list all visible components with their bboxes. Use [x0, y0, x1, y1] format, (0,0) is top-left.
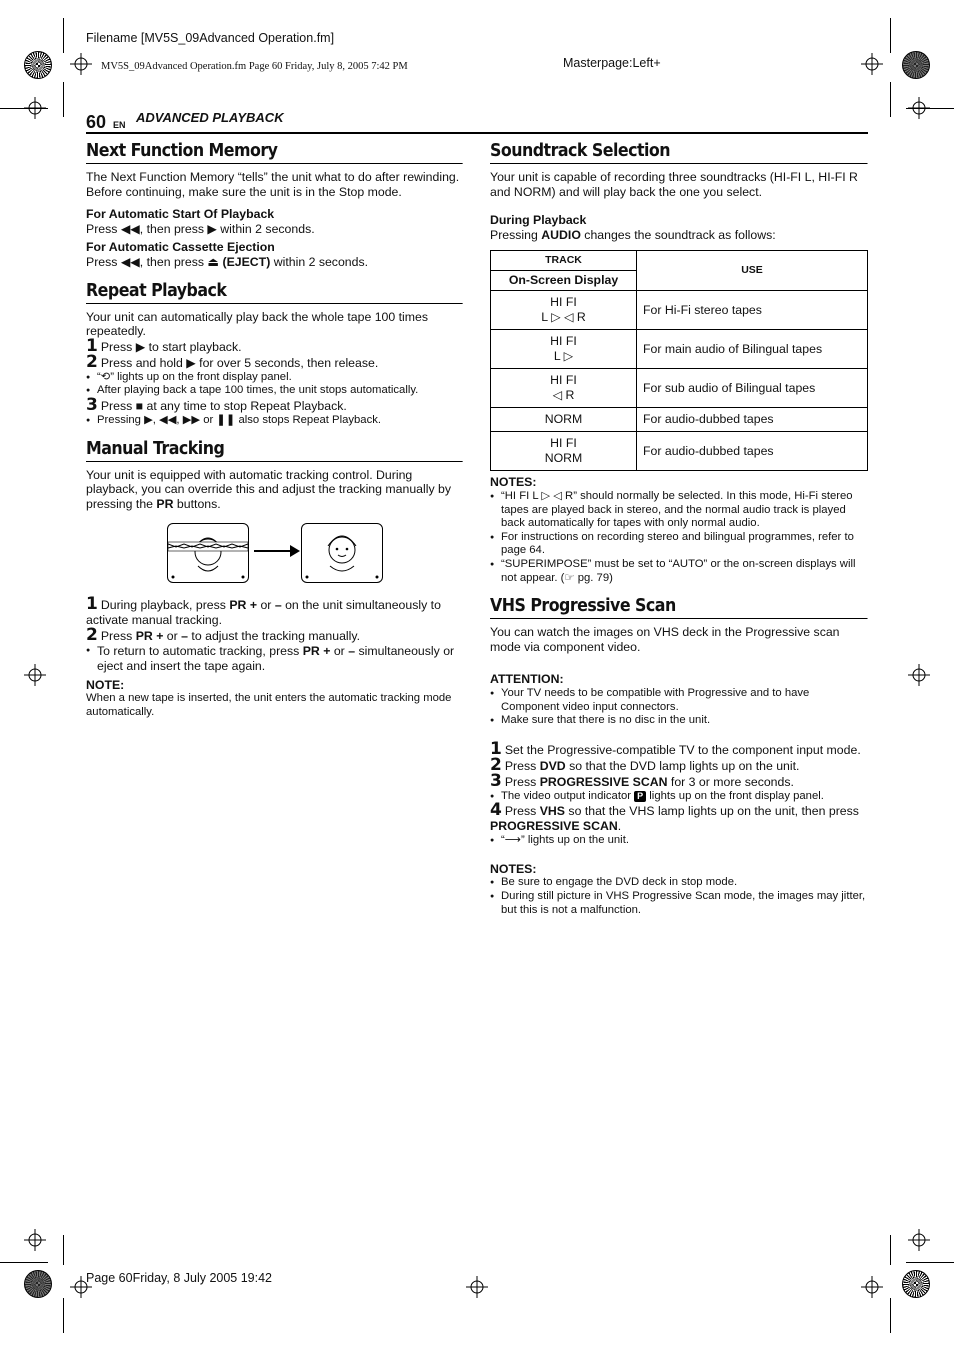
language-code: EN: [113, 120, 126, 130]
text-run: for 3 or more seconds.: [667, 774, 794, 789]
osd-cell: [491, 330, 637, 369]
step-number: 1: [490, 738, 502, 759]
step-number: 1: [86, 594, 98, 615]
text-run: or: [330, 644, 349, 659]
crop-line: [63, 1235, 64, 1265]
step-number: 2: [490, 754, 502, 775]
minus-label: –: [181, 629, 189, 644]
filename-label: Filename [MV5S_09Advanced Operation.fm]: [86, 31, 335, 45]
audio-instruction: [490, 228, 868, 243]
osd-header: On-Screen Display: [491, 271, 637, 291]
use-cell: For audio-dubbed tapes: [637, 408, 868, 432]
framemaker-stamp: MV5S_09Advanced Operation.fm Page 60 Friday, July 8, 2005 7:42 PM: [101, 61, 408, 72]
osd-line: HI FI: [550, 295, 577, 310]
text-run: The video output indicator: [501, 789, 635, 802]
soundtrack-intro: Your unit is capable of recording three soundtracks (HI-FI L, HI-FI R and NORM) and will play back the one you select.: [490, 170, 858, 199]
nfm-intro: The Next Function Memory “tells” the unit what to do after rewinding. Before continuing, make sure the unit is in the Stop mode.: [86, 170, 460, 199]
left-column: [86, 140, 463, 719]
vhs-step-2: [490, 754, 868, 775]
use-cell: For Hi-Fi stereo tapes: [637, 291, 868, 330]
text-run: or: [163, 629, 182, 644]
text-run: Press: [100, 629, 136, 644]
manual-tracking-heading: Manual Tracking: [86, 438, 463, 462]
repeat-step-3: [86, 394, 463, 415]
table-row: [491, 408, 868, 432]
footer-page-line: Page 60Friday, 8 July 2005 19:42: [86, 1271, 273, 1285]
registration-rosette-icon: [24, 1270, 52, 1298]
vhs-progressive-scan-heading: VHS Progressive Scan: [490, 595, 868, 619]
soundtrack-selection-heading: Soundtrack Selection: [490, 140, 868, 164]
table-row: [491, 369, 868, 408]
text-run: During playback, press: [100, 598, 230, 613]
tracking-step-2: [86, 625, 463, 646]
section-title: ADVANCED PLAYBACK: [136, 110, 284, 125]
right-column: [490, 140, 868, 917]
text-run: lights up on the front display panel.: [646, 789, 824, 802]
eject-label: (EJECT): [222, 254, 271, 269]
use-cell: For audio-dubbed tapes: [637, 432, 868, 471]
text-run: Press: [504, 774, 540, 789]
repeat-playback-heading: Repeat Playback: [86, 280, 463, 304]
step-number: 3: [86, 394, 98, 415]
crop-line: [906, 1262, 954, 1263]
crosshair-icon: [24, 664, 46, 686]
vhs-bullet: ● “⟶” lights up on the unit.: [490, 834, 868, 848]
tv-noisy-picture-icon: [167, 523, 249, 583]
use-header: USE: [637, 251, 868, 291]
osd-cell: [491, 369, 637, 408]
osd-line: NORM: [544, 451, 583, 466]
vhs-step-1: [490, 738, 868, 759]
crosshair-icon: [861, 1276, 883, 1298]
step-text: Set the Progressive-compatible TV to the component input mode.: [504, 742, 861, 757]
text-run: so that the DVD lamp lights up on the unit.: [565, 758, 800, 773]
use-cell: For main audio of Bilingual tapes: [637, 330, 868, 369]
tracking-note-heading: NOTE:: [86, 677, 125, 692]
osd-line: ◁ R: [552, 388, 575, 403]
table-row: [491, 432, 868, 471]
osd-cell: [491, 408, 637, 432]
attention-bullet: ● Your TV needs to be compatible with Progressive and to have Component video input connectors.: [490, 687, 868, 714]
during-playback-heading: During Playback: [490, 213, 587, 228]
table-row: [491, 291, 868, 330]
step-number: 2: [86, 351, 98, 372]
osd-cell: [491, 291, 637, 330]
progressive-scan-label: PROGRESSIVE SCAN: [539, 774, 668, 789]
table-header-row: [491, 251, 868, 271]
use-cell: For sub audio of Bilingual tapes: [637, 369, 868, 408]
soundtrack-notes-heading: NOTES:: [490, 475, 537, 490]
repeat-bullet: ● After playing back a tape 100 times, the unit stops automatically.: [86, 384, 463, 398]
tv-clear-picture-icon: [301, 523, 383, 583]
crosshair-icon: [908, 664, 930, 686]
osd-line: L ▷: [553, 349, 574, 364]
crosshair-icon: [466, 1276, 488, 1298]
auto-eject-text: [86, 255, 463, 270]
registration-rosette-icon: [902, 51, 930, 79]
step-number: 4: [490, 800, 502, 821]
step-number: 1: [86, 335, 98, 356]
tracking-intro: [86, 468, 463, 512]
vhs-intro: You can watch the images on VHS deck in the Progressive scan mode via component video.: [490, 625, 840, 654]
page-number: 60: [86, 112, 107, 132]
text-run: so that the VHS lamp lights up on the unit, then press: [565, 804, 859, 819]
crop-line: [890, 18, 891, 53]
text-run: Press ◀◀, then press ⏏: [86, 254, 223, 269]
repeat-bullet: ● “⟲” lights up on the front display panel.: [86, 371, 463, 385]
repeat-step-1: [86, 335, 463, 356]
step-number: 2: [86, 625, 98, 646]
registration-rosette-icon: [24, 51, 52, 79]
soundtrack-note: ● For instructions on recording stereo and bilingual programmes, refer to page 64.: [490, 531, 868, 558]
auto-start-heading: For Automatic Start Of Playback: [86, 207, 275, 222]
text-run: to adjust the tracking manually.: [188, 629, 361, 644]
osd-line: HI FI: [550, 436, 577, 451]
attention-heading: ATTENTION:: [490, 672, 564, 687]
crop-line: [890, 1235, 891, 1265]
repeat-step-2: [86, 351, 463, 372]
minus-label: –: [348, 644, 356, 659]
crop-line: [890, 82, 891, 117]
vhs-step-4: [490, 800, 868, 834]
text-run: To return to automatic tracking, press: [97, 644, 303, 659]
page-header: [86, 108, 868, 134]
crosshair-icon: [24, 97, 46, 119]
pr-plus-label: PR +: [229, 598, 258, 613]
osd-line: HI FI: [550, 373, 577, 388]
crop-line: [0, 1262, 48, 1263]
crosshair-icon: [908, 1229, 930, 1251]
pr-plus-label: PR +: [302, 644, 331, 659]
progressive-scan-label: PROGRESSIVE SCAN: [490, 819, 618, 834]
crosshair-icon: [70, 53, 92, 75]
crosshair-icon: [24, 1229, 46, 1251]
tracking-illustration: [86, 517, 463, 587]
vhs-notes-heading: NOTES:: [490, 861, 537, 876]
dvd-button-label: DVD: [539, 758, 566, 773]
soundtrack-note: ● “SUPERIMPOSE” must be set to “AUTO” or the on-screen displays will not appear. (☞ pg. 79): [490, 558, 868, 585]
vhs-bullet: [490, 790, 868, 804]
arrow-right-icon: [254, 545, 300, 557]
text-run: Press: [504, 804, 540, 819]
tracking-bullet: [86, 644, 463, 673]
vhs-note: ● During still picture in VHS Progressive Scan mode, the images may jitter, but this is not a malfunction.: [490, 890, 868, 917]
minus-label: –: [274, 598, 282, 613]
next-function-memory-heading: Next Function Memory: [86, 140, 463, 164]
text-run: .: [617, 819, 622, 834]
text-run: on the unit simultaneously to activate manual tracking.: [86, 598, 441, 628]
table-row: [491, 330, 868, 369]
text-run: changes the soundtrack as follows:: [580, 227, 776, 242]
crosshair-icon: [908, 97, 930, 119]
step-text: Press and hold ▶ for over 5 seconds, then release.: [100, 355, 379, 370]
attention-bullet: ● Make sure that there is no disc in the unit.: [490, 714, 868, 728]
vhs-note: ● Be sure to engage the DVD deck in stop mode.: [490, 876, 868, 890]
pr-label: PR: [156, 496, 174, 511]
crosshair-icon: [861, 53, 883, 75]
tracking-step-1: [86, 594, 463, 628]
tracking-note: When a new tape is inserted, the unit enters the automatic tracking mode automatically.: [86, 692, 452, 718]
auto-eject-heading: For Automatic Cassette Ejection: [86, 240, 275, 255]
vhs-step-3: [490, 770, 868, 791]
text-run: Pressing: [490, 227, 542, 242]
text-run: within 2 seconds.: [270, 254, 369, 269]
osd-line: HI FI: [550, 334, 577, 349]
step-text: Press ■ at any time to stop Repeat Playback.: [100, 398, 347, 413]
crop-line: [63, 82, 64, 117]
step-text: Press ▶ to start playback.: [100, 339, 242, 354]
crop-line: [63, 18, 64, 53]
repeat-intro: Your unit can automatically play back the whole tape 100 times repeatedly.: [86, 309, 429, 339]
track-header: TRACK: [491, 251, 637, 271]
vhs-button-label: VHS: [539, 804, 565, 819]
soundtrack-table: [490, 250, 868, 471]
soundtrack-note: ● “HI FI L ▷ ◁ R” should normally be selected. In this mode, Hi-Fi stereo tapes are played back in stereo, and the normal audio track is played back automatically for tapes with only normal audio.: [490, 490, 868, 531]
pr-plus-label: PR +: [135, 629, 164, 644]
crop-line: [890, 1298, 891, 1333]
repeat-bullet: ● Pressing ▶, ◀◀, ▶▶ or ❚❚ also stops Repeat Playback.: [86, 414, 463, 428]
text-run: simultaneously or eject and insert the tape again.: [97, 644, 455, 673]
text-run: Press: [504, 758, 540, 773]
audio-button-label: AUDIO: [541, 227, 581, 242]
text-run: or: [257, 598, 275, 613]
osd-line: NORM: [544, 412, 583, 427]
registration-rosette-icon: [902, 1270, 930, 1298]
step-number: 3: [490, 770, 502, 791]
text-run: buttons.: [173, 496, 221, 511]
osd-cell: [491, 432, 637, 471]
masterpage-label: Masterpage:Left+: [563, 56, 661, 70]
crop-line: [63, 1298, 64, 1333]
text-run: Your unit is equipped with automatic tracking control. During playback, you can override this and adjust the tracking manually by pressing the: [86, 467, 452, 511]
progressive-indicator-icon: P: [634, 791, 646, 802]
auto-start-text: Press ◀◀, then press ▶ within 2 seconds.: [86, 221, 315, 236]
osd-line: L ▷ ◁ R: [541, 310, 586, 325]
